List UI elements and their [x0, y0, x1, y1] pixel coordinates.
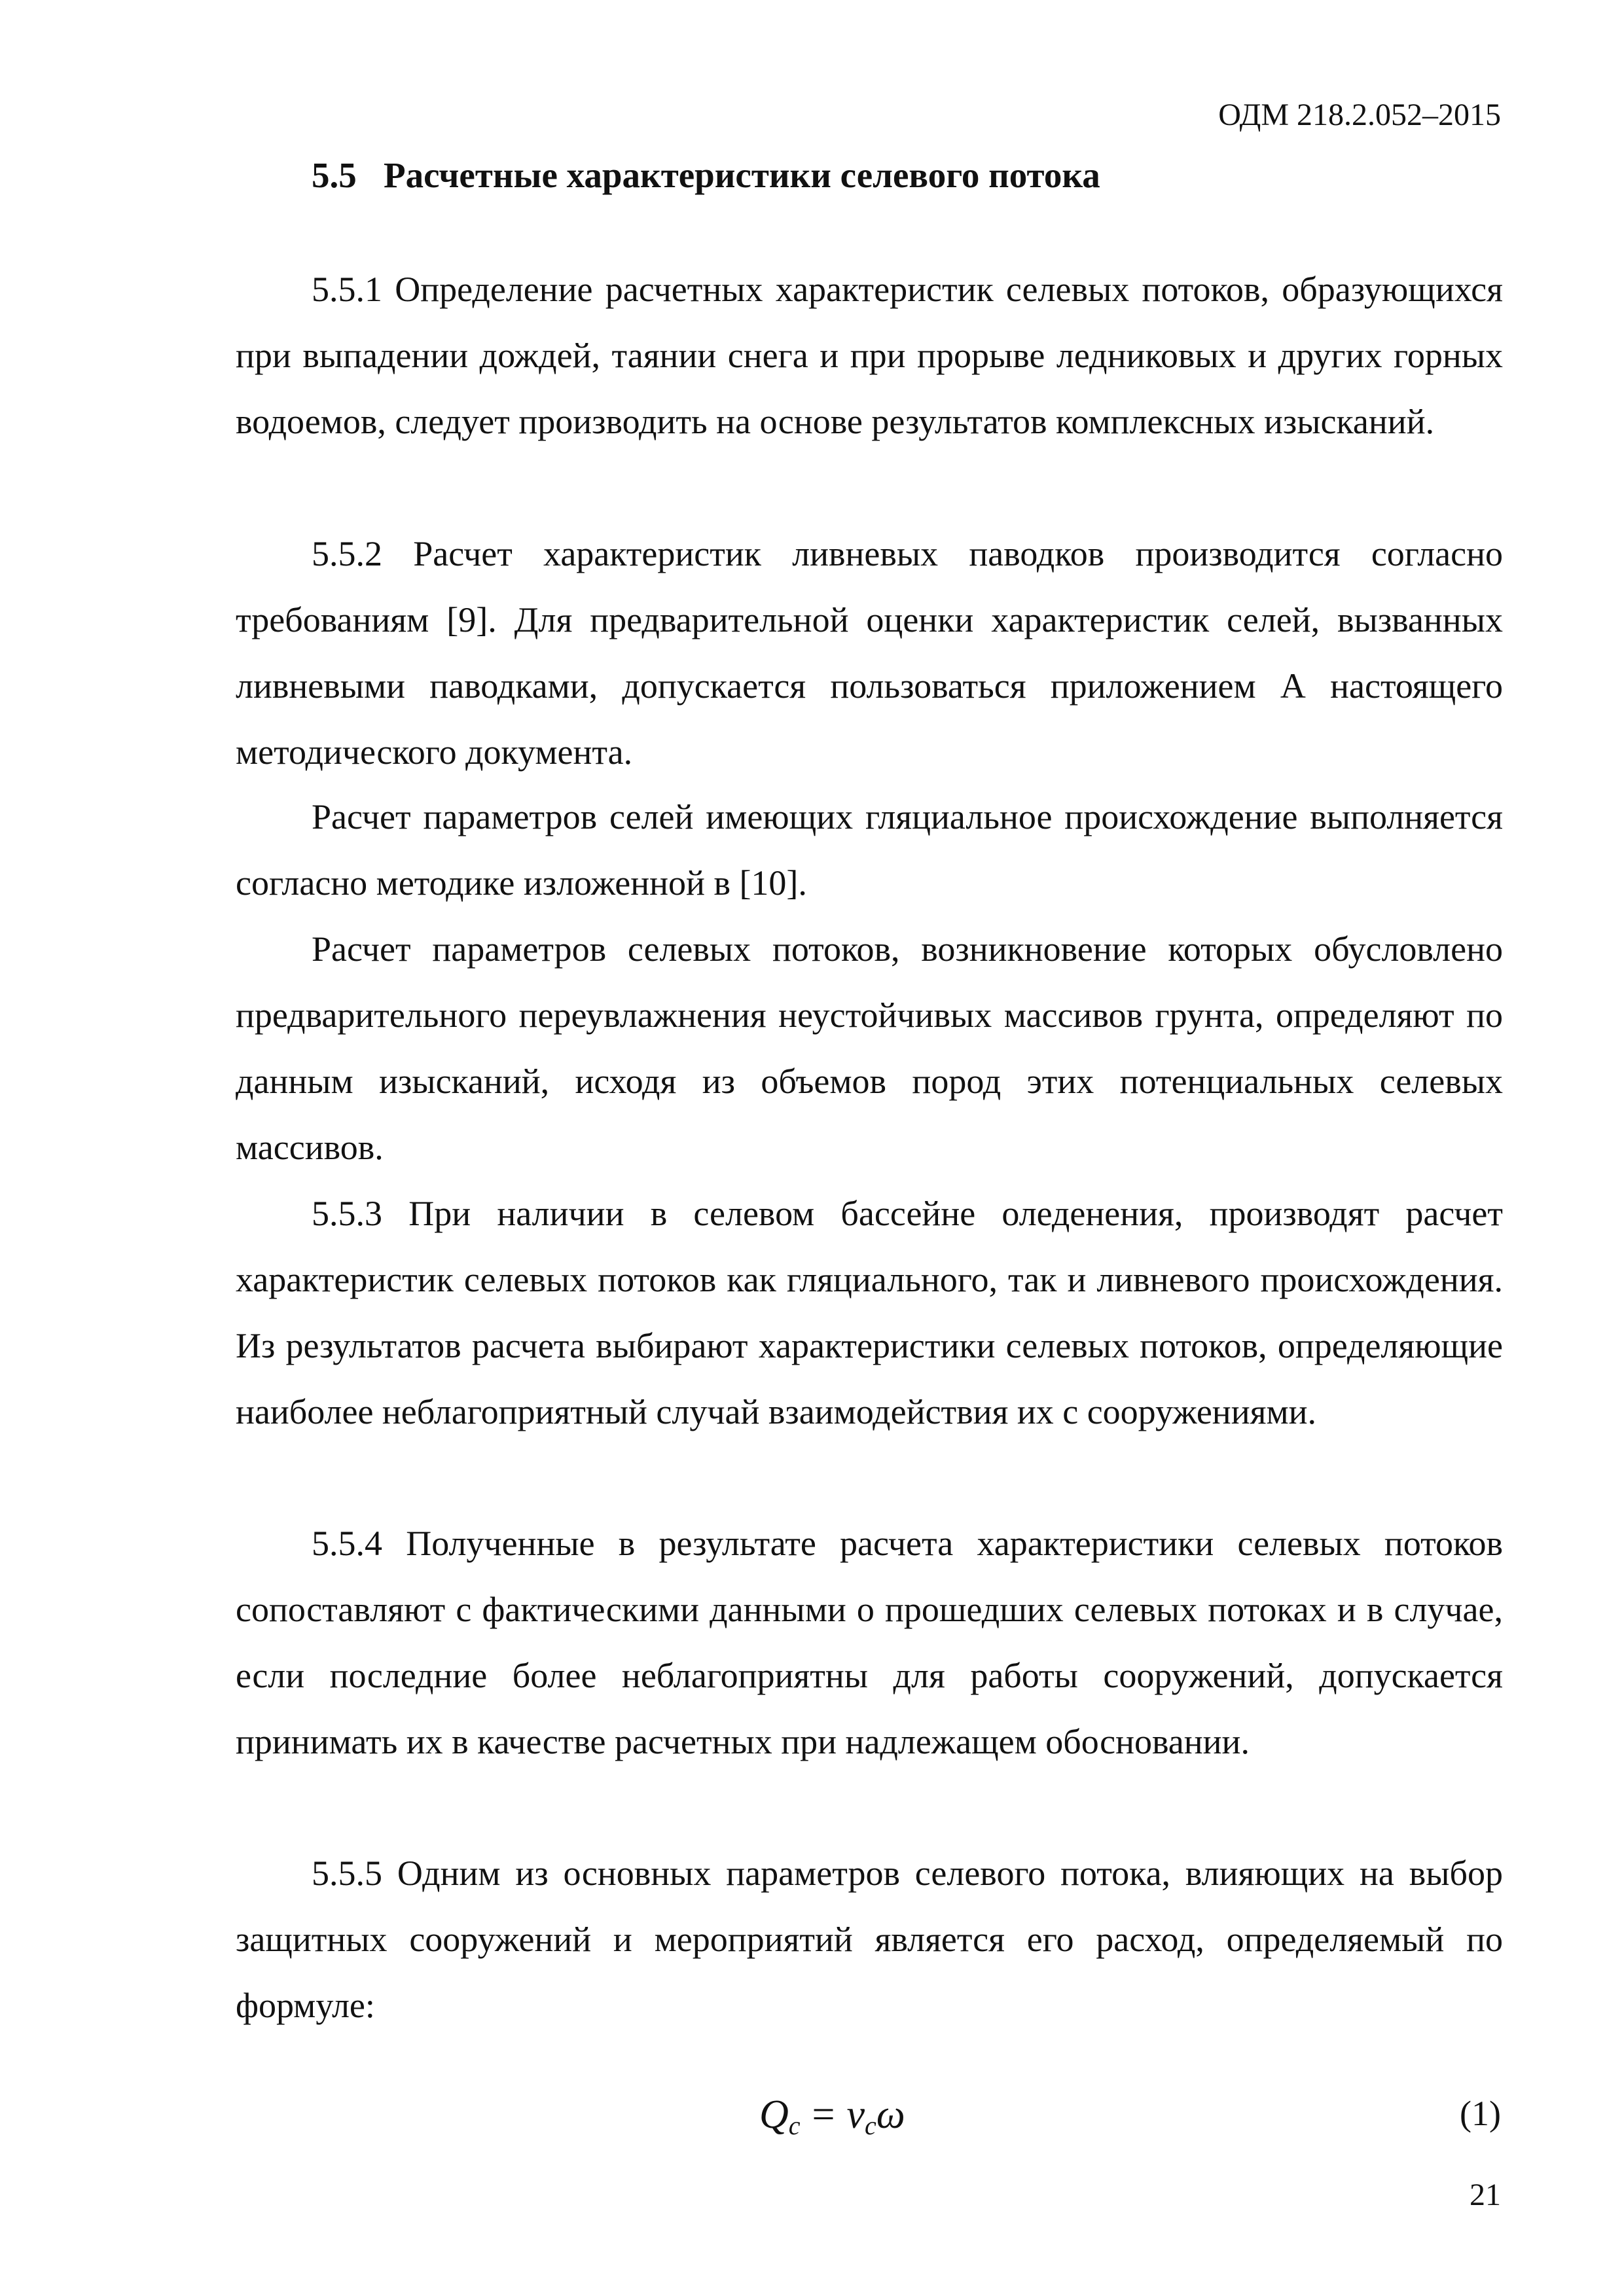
paragraph-5-5-5: 5.5.5 Одним из основных параметров селевого потока, влияющих на выбор защитных сооружений и мероприятий является его расход, определяемый по формуле:	[236, 1854, 1503, 2025]
formula-rhs-omega: ω	[876, 2092, 905, 2137]
formula-lhs: Q	[759, 2092, 789, 2137]
paragraph-glacial-mudflows: Расчет параметров селей имеющих гляциальное происхождение выполняется согласно методике изложенной в [10].	[236, 797, 1503, 903]
paragraph-waterlogging-mudflows: Расчет параметров селевых потоков, возникновение которых обусловлено предварительного переувлажнения неустойчивых массивов грунта, определяют по данным изысканий, исходя из объемов пород этих потенциальных селевых массивов.	[236, 929, 1503, 1167]
formula-number: (1)	[1460, 2094, 1501, 2133]
paragraph-5-5-1: 5.5.1 Определение расчетных характеристик селевых потоков, образующихся при выпадении дождей, таянии снега и при прорыве ледниковых и других горных водоемов, следует производить на основе результатов комплексных изысканий.	[236, 270, 1503, 441]
paragraph-5-5-2: 5.5.2 Расчет характеристик ливневых паводков производится согласно требованиям [9]. Для предварительной оценки характеристик селей, вызванных ливневыми паводками, допускается пользоваться приложением А настоящего методического документа.	[236, 534, 1503, 772]
formula-lhs-subscript: c	[788, 2111, 801, 2140]
page-number: 21	[1470, 2178, 1501, 2212]
discharge-formula	[759, 2094, 905, 2139]
formula-rhs-variable: v	[846, 2092, 865, 2137]
section-number: 5.5	[312, 155, 357, 195]
formula-equals: =	[812, 2092, 835, 2137]
document-code: ОДМ 218.2.052–2015	[1218, 98, 1501, 132]
paragraph-5-5-4: 5.5.4 Полученные в результате расчета характеристики селевых потоков сопоставляют с фактическими данными о прошедших селевых потоках и в случае, если последние более неблагоприятны для работы сооружений, допускается принимать их в качестве расчетных при надлежащем обосновании.	[236, 1524, 1503, 1761]
section-title: Расчетные характеристики селевого потока	[384, 155, 1100, 195]
section-heading	[312, 157, 1100, 193]
formula-rhs-subscript: c	[865, 2111, 876, 2140]
paragraph-5-5-3: 5.5.3 При наличии в селевом бассейне оледенения, производят расчет характеристик селевых потоков как гляциального, так и ливневого происхождения. Из результатов расчета выбирают характеристики селевых потоков, определяющие наиболее неблагоприятный случай взаимодействия их с сооружениями.	[236, 1194, 1503, 1431]
